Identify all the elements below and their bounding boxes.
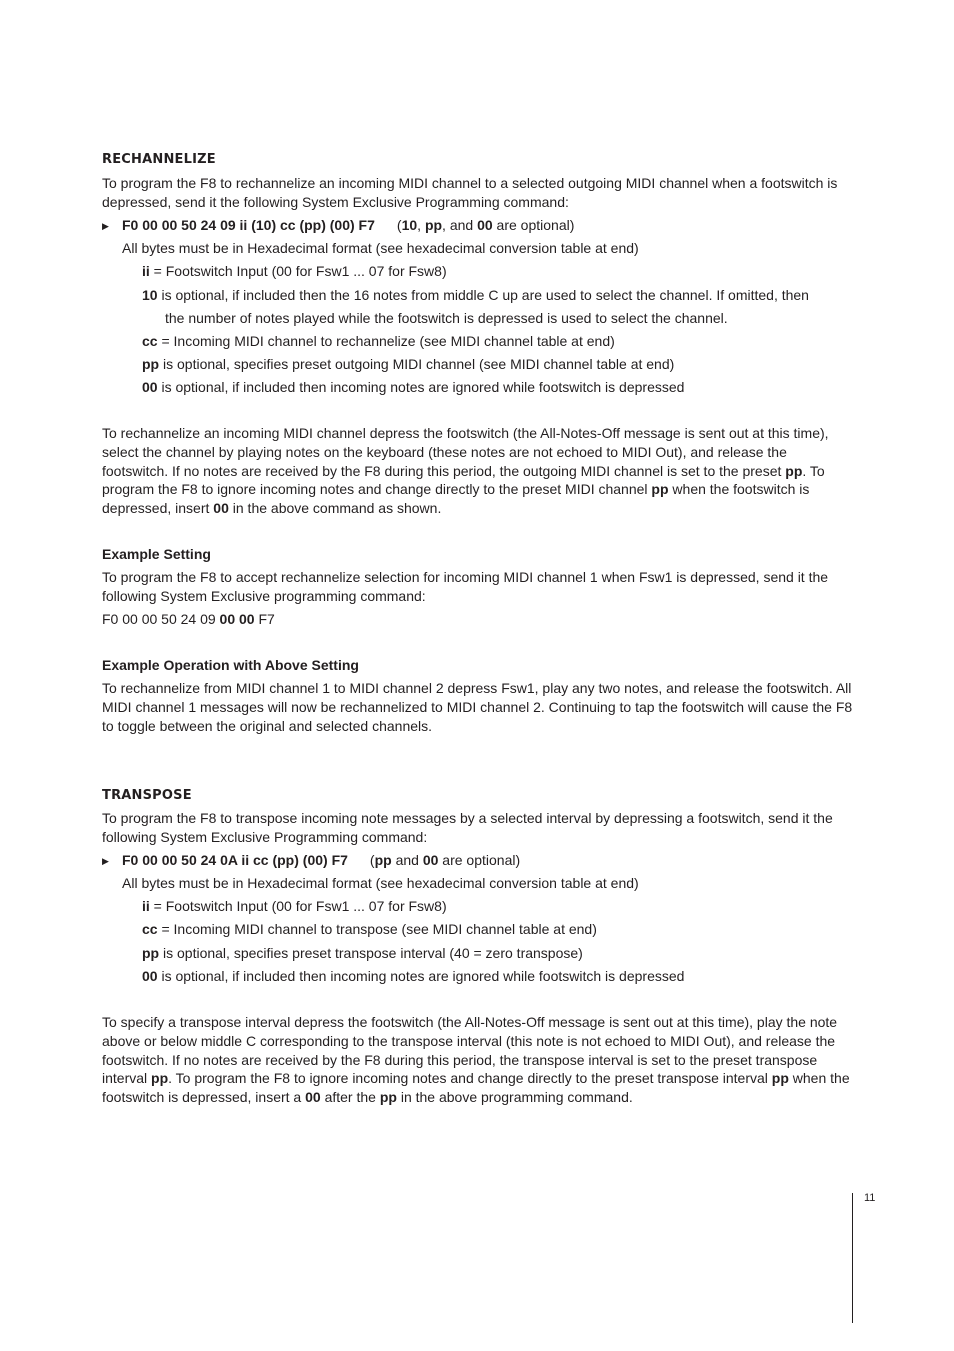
param-key: 00 [142,968,158,984]
param-cc [142,332,615,351]
desc-bold: pp [771,1070,789,1087]
example-operation-heading: Example Operation with Above Setting [102,657,359,673]
triangle-right-icon: ▶ [102,221,109,231]
page-number: 11 [864,1192,876,1204]
param-key: cc [142,333,158,349]
rechannelize-hex-note: All bytes must be in Hexadecimal format (see hexadecimal conversion table at end) [122,240,639,256]
param-text: = Incoming MIDI channel to rechannelize (see MIDI channel table at end) [157,333,615,349]
optional-sep: , and [442,217,478,233]
desc-bold: pp [379,1089,397,1106]
transpose-param-cc [142,920,597,939]
param-text: is optional, specifies preset transpose interval (40 = zero transpose) [159,945,583,961]
optional-byte-pp: pp [424,217,443,233]
desc-text: To rechannelize an incoming MIDI channel depress the footswitch (the All-Notes-Off message is sent out at this time), select the channel by playing notes on the keyboard (these notes are not echoed to MIDI Out), and release the footswitch. If no notes are received by the F8 during this period, the outgoing MIDI channel is set to the preset [102,425,829,479]
transpose-heading: TRANSPOSE [102,788,192,803]
transpose-command-line [102,851,520,871]
page-margin-rule [852,1193,853,1323]
param-text: is optional, if included then incoming notes are ignored while footswitch is depressed [157,379,685,395]
param-10 [142,286,809,305]
transpose-intro: To program the F8 to transpose incoming note messages by a selected interval by depressing a footswitch, send it the following System Exclusive Programming command: [102,810,833,845]
param-key: ii [142,898,150,914]
transpose-command: F0 00 00 50 24 0A ii cc (pp) (00) F7 [122,852,348,868]
example-setting-code [102,610,275,629]
example-operation-text: To rechannelize from MIDI channel 1 to MIDI channel 2 depress Fsw1, play any two notes, and release the footswitch. All MIDI channel 1 messages will now be rechannelized to MIDI channel 2. Continuing to tap the footswitch will cause the F8 to toggle between the original and selected channels. [102,680,853,734]
param-key: ii [142,263,150,279]
example-setting-heading: Example Setting [102,546,211,562]
transpose-param-pp [142,944,583,963]
desc-bold: pp [151,1070,169,1087]
param-text: = Footswitch Input (00 for Fsw1 ... 07 for Fsw8) [149,263,447,279]
transpose-hex-note: All bytes must be in Hexadecimal format (see hexadecimal conversion table at end) [122,875,639,891]
param-key: pp [142,356,160,372]
optional-open: ( [369,852,375,868]
desc-text: in the above command as shown. [228,500,442,517]
optional-close: are optional) [492,217,575,233]
rechannelize-command-line [102,216,574,236]
transpose-param-ii [142,897,447,916]
code-suffix: F7 [254,611,275,627]
desc-text: To specify a transpose interval depress the footswitch (the All-Notes-Off message is sent out at this time), play the note above or below middle C corresponding to the transpose interval (this note is not echoed to MIDI Out), and release the footswitch. If no notes are received by the F8 during this period, the transpose interval is set to the preset transpose interval [102,1014,838,1087]
param-text: = Incoming MIDI channel to transpose (see MIDI channel table at end) [157,921,597,937]
optional-sep: , [417,217,425,233]
param-00 [142,378,684,397]
desc-text: when the footswitch is depressed, insert a [102,1070,850,1106]
desc-text: when the footswitch is depressed, insert [102,481,810,517]
param-10-continued: the number of notes played while the footswitch is depressed is used to select the channel. [165,310,728,326]
param-text: is optional, if included then the 16 notes from middle C up are used to select the channel. If omitted, then [157,287,809,303]
desc-bold: 00 [213,500,229,517]
optional-byte-10: 10 [401,217,418,233]
code-prefix: F0 00 00 50 24 09 [102,611,220,627]
rechannelize-command: F0 00 00 50 24 09 ii (10) cc (pp) (00) F7 [122,217,375,233]
param-pp [142,355,674,374]
desc-text: in the above programming command. [396,1089,633,1106]
desc-text: . To program the F8 to ignore incoming notes and change directly to the preset MIDI channel [102,462,825,498]
transpose-param-00 [142,967,684,986]
optional-byte-00: 00 [422,852,439,868]
param-text: is optional, specifies preset outgoing MIDI channel (see MIDI channel table at end) [159,356,675,372]
rechannelize-heading: RECHANNELIZE [102,152,216,167]
desc-bold: 00 [305,1089,321,1106]
param-text: = Footswitch Input (00 for Fsw1 ... 07 for Fsw8) [149,898,447,914]
code-bold: 00 00 [219,611,255,627]
optional-byte-00: 00 [477,217,493,233]
optional-close: are optional) [438,852,521,868]
desc-text: after the [320,1089,380,1106]
desc-text: . To program the F8 to ignore incoming notes and change directly to the preset transpose interval [168,1070,772,1087]
optional-sep: and [391,852,423,868]
optional-byte-pp: pp [374,852,392,868]
param-key: pp [142,945,160,961]
desc-bold: pp [785,462,803,479]
param-key: cc [142,921,158,937]
param-key: 00 [142,379,158,395]
transpose-description [102,1013,856,1107]
triangle-right-icon: ▶ [102,856,109,866]
desc-bold: pp [651,481,669,498]
param-key: 10 [142,287,158,303]
rechannelize-intro: To program the F8 to rechannelize an incoming MIDI channel to a selected outgoing MIDI channel when a footswitch is depressed, send it the following System Exclusive Programming command: [102,175,838,210]
rechannelize-optional-open: ( [396,217,402,233]
param-text: is optional, if included then incoming notes are ignored while footswitch is depressed [157,968,685,984]
rechannelize-description [102,424,856,518]
param-ii [142,262,447,281]
example-setting-text: To program the F8 to accept rechannelize selection for incoming MIDI channel 1 when Fsw1 is depressed, send it the following System Exclusive programming command: [102,569,829,604]
